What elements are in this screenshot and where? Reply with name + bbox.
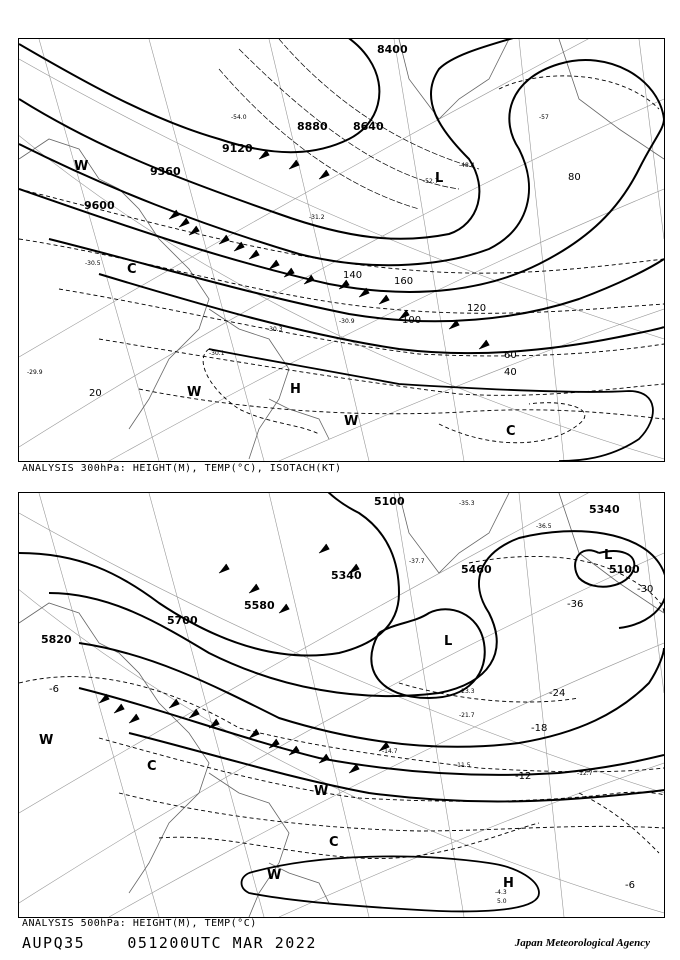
temp-label-m6: -6 bbox=[49, 684, 59, 695]
height-label-5100b: 5100 bbox=[374, 495, 405, 508]
temp-label-m6b: -6 bbox=[625, 880, 635, 891]
svg-text:-30.5: -30.5 bbox=[85, 260, 101, 267]
svg-text:-52.7: -52.7 bbox=[423, 178, 439, 185]
svg-text:-31.2: -31.2 bbox=[309, 214, 325, 221]
station-obs bbox=[27, 114, 549, 376]
svg-text:-36.5: -36.5 bbox=[536, 523, 552, 530]
symbol-w-1: W bbox=[74, 159, 89, 174]
symbol-w-2: W bbox=[187, 385, 202, 400]
chart-300hpa bbox=[18, 38, 665, 462]
chart-500hpa-svg bbox=[19, 493, 664, 917]
height-contours bbox=[19, 493, 664, 802]
height-label-8400: 8400 bbox=[377, 43, 408, 56]
svg-text:-29.9: -29.9 bbox=[27, 369, 43, 376]
symbol-w-1: W bbox=[39, 733, 54, 748]
product-header bbox=[22, 934, 317, 952]
symbol-w-2: W bbox=[314, 784, 329, 799]
temp-label-m18: -18 bbox=[531, 723, 548, 734]
height-label-5700: 5700 bbox=[167, 614, 198, 627]
isotach-lines bbox=[19, 76, 664, 443]
temp-labels bbox=[49, 584, 653, 891]
svg-text:-35.3: -35.3 bbox=[459, 500, 475, 507]
caption-500hpa: ANALYSIS 500hPa: HEIGHT(M), TEMP(°C) bbox=[22, 918, 257, 929]
symbol-l: L bbox=[435, 171, 444, 186]
svg-text:-48.4: -48.4 bbox=[459, 162, 475, 169]
isotach-label-120: 120 bbox=[467, 303, 487, 314]
chart-300hpa-svg bbox=[19, 39, 664, 461]
symbol-c-1: C bbox=[127, 262, 137, 277]
svg-text:-30.3: -30.3 bbox=[267, 326, 283, 333]
height-label-5340: 5340 bbox=[331, 569, 362, 582]
temp-label-m12: -12 bbox=[515, 771, 532, 782]
height-label-5340b: 5340 bbox=[589, 503, 620, 516]
symbol-c-1: C bbox=[147, 759, 157, 774]
temp-label-m36: -36 bbox=[567, 599, 584, 610]
valid-time: 051200UTC MAR 2022 bbox=[127, 934, 317, 952]
svg-text:-54.0: -54.0 bbox=[231, 114, 247, 121]
svg-text:-30.9: -30.9 bbox=[339, 318, 355, 325]
isotach-label-40: 40 bbox=[504, 367, 517, 378]
symbol-l-1: L bbox=[604, 548, 613, 563]
height-label-5820: 5820 bbox=[41, 633, 72, 646]
svg-text:-12.7: -12.7 bbox=[577, 770, 593, 777]
height-labels bbox=[84, 43, 408, 212]
svg-text:-57: -57 bbox=[539, 114, 549, 121]
pressure-symbols bbox=[39, 548, 612, 891]
product-id: AUPQ35 bbox=[22, 934, 86, 952]
svg-text:-30.1: -30.1 bbox=[209, 350, 225, 357]
isotach-label-160: 160 bbox=[394, 276, 414, 287]
isotach-label-100: 100 bbox=[402, 315, 422, 326]
height-label-9120: 9120 bbox=[222, 142, 253, 155]
temp-label-m30: -30 bbox=[637, 584, 654, 595]
svg-text:-23.3: -23.3 bbox=[459, 688, 475, 695]
height-contours bbox=[19, 39, 664, 353]
anticyclone-contour bbox=[242, 856, 540, 911]
svg-text:-21.7: -21.7 bbox=[459, 712, 475, 719]
anticyclone-contour bbox=[209, 349, 653, 461]
isotach-label-80: 80 bbox=[568, 172, 581, 183]
isotach-label-20: 20 bbox=[89, 388, 102, 399]
symbol-l-2: L bbox=[444, 634, 453, 649]
symbol-h: H bbox=[503, 876, 514, 891]
svg-text:5.0: 5.0 bbox=[497, 898, 507, 905]
chart-500hpa bbox=[18, 492, 665, 918]
graticule bbox=[19, 39, 664, 461]
height-label-5580: 5580 bbox=[244, 599, 275, 612]
agency-name: Japan Meteorological Agency bbox=[514, 937, 650, 949]
svg-text:-11.5: -11.5 bbox=[455, 762, 471, 769]
temp-label-m24: -24 bbox=[549, 688, 566, 699]
symbol-h: H bbox=[290, 382, 301, 397]
graticule bbox=[19, 493, 664, 917]
symbol-w-3: W bbox=[344, 414, 359, 429]
symbol-c-2: C bbox=[506, 424, 516, 439]
height-label-8880: 8880 bbox=[297, 120, 328, 133]
height-label-9360: 9360 bbox=[150, 165, 181, 178]
svg-text:-14.7: -14.7 bbox=[382, 748, 398, 755]
isotach-label-140: 140 bbox=[343, 270, 363, 281]
symbol-w-3: W bbox=[267, 868, 282, 883]
height-labels bbox=[41, 495, 640, 646]
symbol-c-2: C bbox=[329, 835, 339, 850]
svg-text:-4.3: -4.3 bbox=[495, 889, 507, 896]
height-label-5100: 5100 bbox=[609, 563, 640, 576]
caption-300hpa: ANALYSIS 300hPa: HEIGHT(M), TEMP(°C), ISOTACH(KT) bbox=[22, 463, 342, 474]
height-label-9600: 9600 bbox=[84, 199, 115, 212]
height-label-8640: 8640 bbox=[353, 120, 384, 133]
svg-text:-37.7: -37.7 bbox=[409, 558, 425, 565]
height-label-5460: 5460 bbox=[461, 563, 492, 576]
pressure-symbols bbox=[74, 159, 516, 439]
isotach-label-60: 60 bbox=[504, 350, 517, 361]
coastline bbox=[19, 493, 664, 917]
isotach-20-contour bbox=[203, 349, 319, 434]
